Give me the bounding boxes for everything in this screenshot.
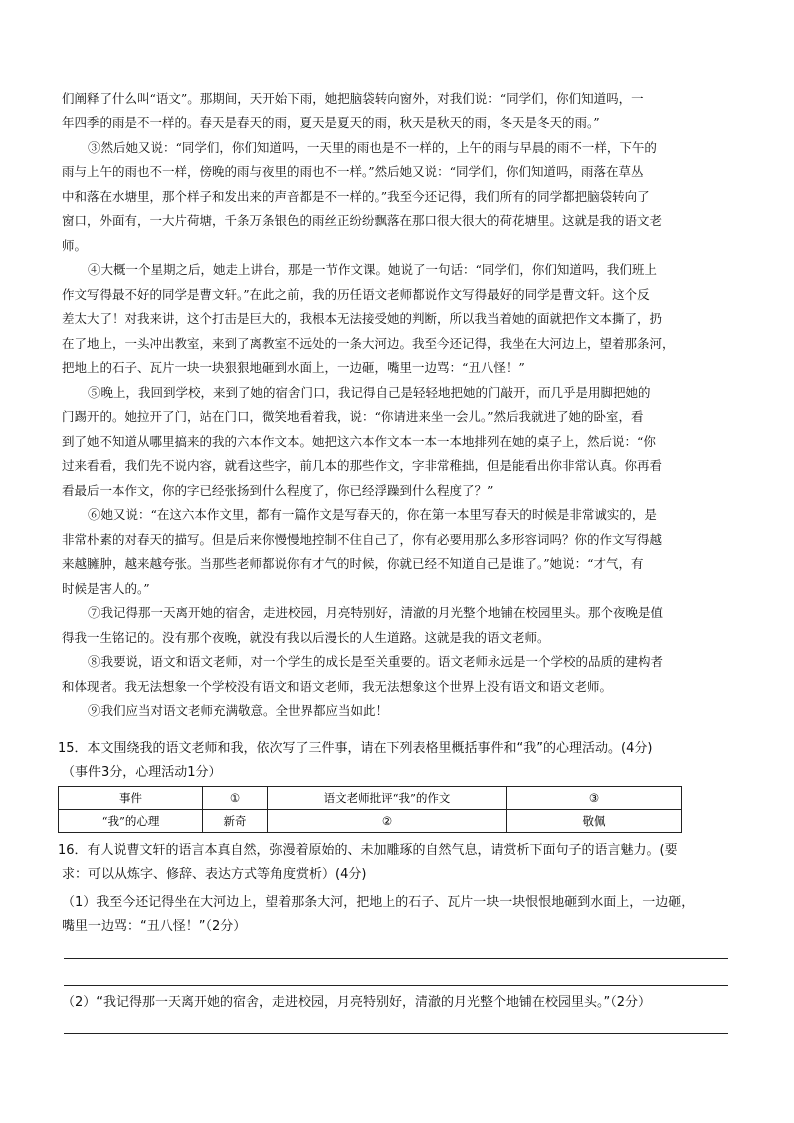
question-16-stem: 16．有人说曹文轩的语言本真自然，弥漫着原始的、未加雕琢的自然气息，请赏析下面句子的语言魅力。(要 xyxy=(58,843,678,858)
question-15-stem: 15．本文围绕我的语文老师和我，依次写了三件事，请在下列表格里概括事件和“我”的心理活动。(4分) xyxy=(58,741,653,756)
passage-line: 过来看看，我们先不说内容，就看这些字，前几本的那些作文，字非常稚拙，但是能看出你非常认真。你再看 xyxy=(62,458,663,473)
passage-line: 在了地上，一头冲出教室，来到了离教室不远处的一条大河边。我至今还记得，我坐在大河边上，望着那条河， xyxy=(62,336,675,351)
passage-line: ⑧我要说，语文和语文老师，对一个学生的成长是至关重要的。语文老师永远是一个学校的品质的建构者 xyxy=(88,654,664,669)
answer-line[interactable] xyxy=(64,985,728,986)
table-cell: ③ xyxy=(507,787,682,810)
answer-line[interactable] xyxy=(64,958,728,959)
passage-line: 时候是害人的。” xyxy=(62,581,150,596)
table-row xyxy=(59,810,682,833)
passage-line: ③然后她又说：“同学们，你们知道吗，一天里的雨也是不一样的，上午的雨与早晨的雨不一样，下午的 xyxy=(88,140,657,155)
passage-line: 中和落在水塘里，那个样子和发出来的声音都是不一样的。”我至今还记得，我们所有的同学都把脑袋转向了 xyxy=(62,189,650,204)
table-row xyxy=(59,787,682,810)
passage-line: 雨与上午的雨也不一样，傍晚的雨与夜里的雨也不一样。”然后她又说：“同学们，你们知道吗，雨落在草丛 xyxy=(62,164,644,179)
table-cell: 敬佩 xyxy=(507,810,682,833)
passage-line: ④大概一个星期之后，她走上讲台，那是一节作文课。她说了一句话：“同学们，你们知道吗，我们班上 xyxy=(88,262,657,277)
table-cell: 语文老师批评“我”的作文 xyxy=(268,787,507,810)
passage-line: ⑤晚上，我回到学校，来到了她的宿舍门口，我记得自己是轻轻地把她的门敲开，而几乎是用脚把她的 xyxy=(88,385,651,400)
passage-line: 作文写得最不好的同学是曹文轩。”在此之前，我的历任语文老师都说作文写得最好的同学是曹文轩。这个反 xyxy=(62,287,650,302)
question-16-requirement: 求：可以从炼字、修辞、表达方式等角度赏析）(4分) xyxy=(62,867,367,882)
question-16-part1: 嘴里一边骂：“丑八怪！”（2分） xyxy=(62,919,247,934)
passage-line: 看最后一本作文，你的字已经张扬到什么程度了，你已经浮躁到什么程度了？” xyxy=(62,483,494,498)
question-15-note: （事件3分，心理活动1分） xyxy=(62,765,222,780)
passage-line: 来越臃肿，越来越夸张。当那些老师都说你有才气的时候，你就已经不知道自己是谁了。”她说：“才气，有 xyxy=(62,556,644,571)
table-cell: 事件 xyxy=(59,787,203,810)
table-cell: “我”的心理 xyxy=(59,810,203,833)
passage-line: 差太大了！对我来讲，这个打击是巨大的，我根本无法接受她的判断，所以我当着她的面就把作文本撕了，扔 xyxy=(62,311,663,326)
passage-line: 年四季的雨是不一样的。春天是春天的雨，夏天是夏天的雨，秋天是秋天的雨，冬天是冬天的雨。” xyxy=(62,115,600,130)
event-table xyxy=(58,786,682,833)
passage-line: 窗口，外面有，一大片荷塘，千条万条银色的雨丝正纷纷飘落在那口很大很大的荷花塘里。这就是我的语文老 xyxy=(62,213,663,228)
passage-line: 和体现者。我无法想象一个学校没有语文和语文老师，我无法想象这个世界上没有语文和语文老师。 xyxy=(62,679,613,694)
table-cell: 新奇 xyxy=(203,810,268,833)
question-16-part2: （2）“我记得那一天离开她的宿舍，走进校园，月亮特别好，清澈的月光整个地铺在校园里头。”（2分） xyxy=(62,995,652,1010)
answer-line[interactable] xyxy=(64,1033,728,1034)
passage-line: 非常朴素的对春天的描写。但是后来你慢慢地控制不住自己了，你有必要用那么多形容词吗？你的作文写得越 xyxy=(62,532,663,547)
table-cell: ② xyxy=(268,810,507,833)
passage-line: 得我一生铭记的。没有那个夜晚，就没有我以后漫长的人生道路。这就是我的语文老师。 xyxy=(62,630,550,645)
passage-line: 把地上的石子、瓦片一块一块狠狠地砸到水面上，一边砸，嘴里一边骂：“丑八怪！” xyxy=(62,360,525,375)
passage-line: ⑨我们应当对语文老师充满敬意。全世界都应当如此！ xyxy=(88,703,389,718)
table-cell: ① xyxy=(203,787,268,810)
passage-line: ⑥她又说：“在这六本作文里，都有一篇作文是写春天的，你在第一本里写春天的时候是非常诚实的，是 xyxy=(88,507,657,522)
passage-line: 们阐释了什么叫“语文”。那期间，天开始下雨，她把脑袋转向窗外，对我们说：“同学们，你们知道吗，一 xyxy=(62,91,644,106)
passage-line: 到了她不知道从哪里搞来的我的六本作文本。她把这六本作文本一本一本地排列在她的桌子上，然后说：“你 xyxy=(62,434,656,449)
question-16-part1: （1）我至今还记得坐在大河边上，望着那条大河，把地上的石子、瓦片一块一块恨恨地砸到水面上，一边砸， xyxy=(62,895,695,910)
passage-line: ⑦我记得那一天离开她的宿舍，走进校园，月亮特别好，清澈的月光整个地铺在校园里头。那个夜晚是值 xyxy=(88,605,664,620)
passage-line: 门踢开的。她拉开了门，站在门口，微笑地看着我，说：“你请进来坐一会儿。”然后我就进了她的卧室，看 xyxy=(62,409,644,424)
passage-line: 师。 xyxy=(62,238,88,253)
